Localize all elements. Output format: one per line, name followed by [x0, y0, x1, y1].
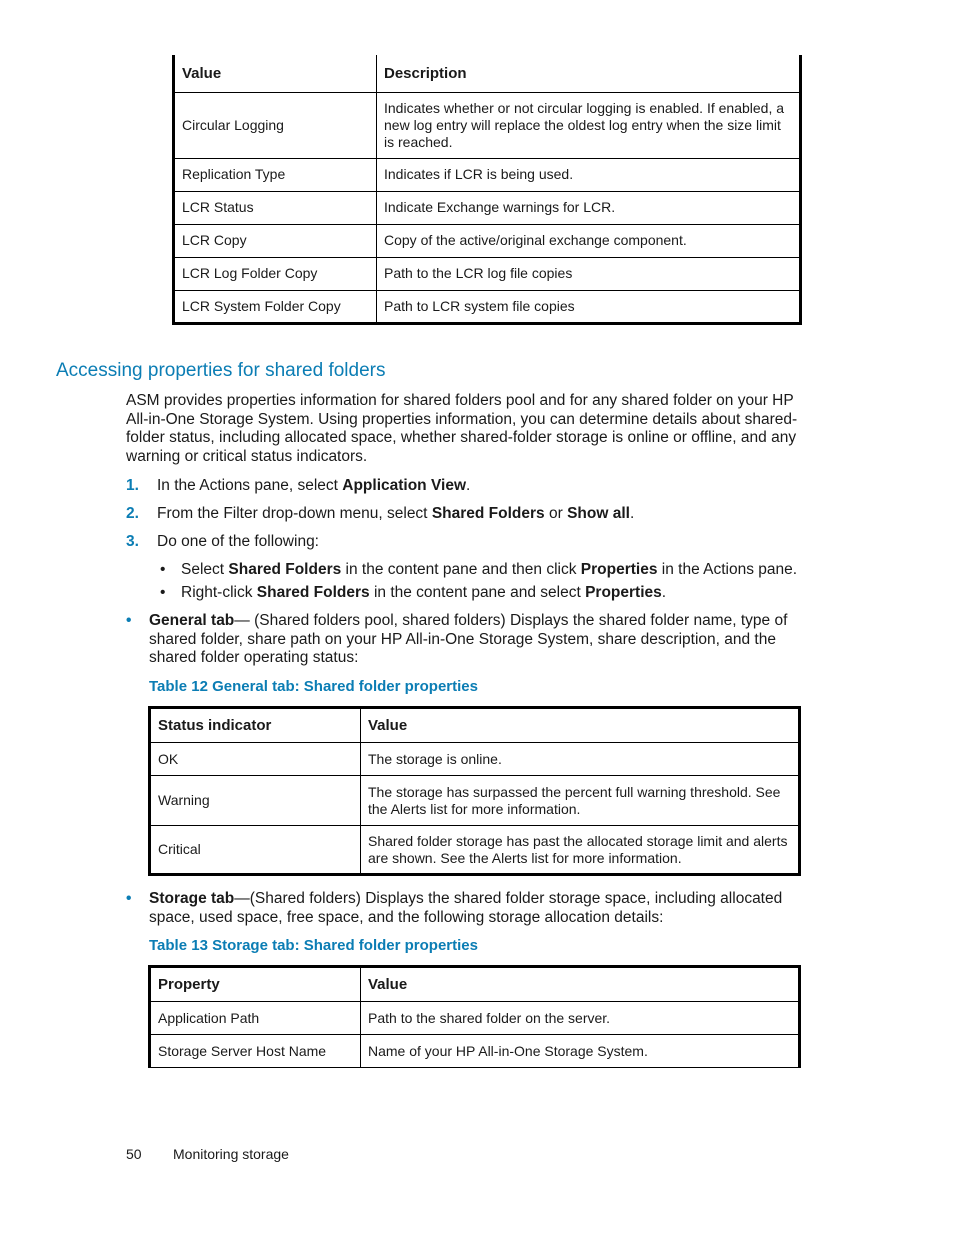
cell-value: The storage is online.	[361, 743, 800, 776]
cell-description: Path to the LCR log file copies	[377, 257, 801, 290]
cell-property: Application Path	[150, 1002, 361, 1035]
header-value: Value	[174, 55, 377, 92]
cell-value: Shared folder storage has past the allocated storage limit and alerts are shown. See the Alerts list for more information.	[361, 826, 800, 875]
step-number: 2.	[126, 505, 139, 522]
general-tab-label: General tab	[149, 612, 235, 629]
cell-value: LCR Copy	[174, 224, 377, 257]
intro-paragraph: ASM provides properties information for shared folders pool and for any shared folder on your HP All-in-One Storage System. Using properties information, you can determine details about shared-folder status, including allocated space, whether shared-folder storage is online or offline, and any warning or critical status indicators.	[126, 392, 798, 465]
header-value: Value	[361, 708, 800, 743]
bullet-dot-icon: •	[160, 584, 166, 601]
cell-value: Replication Type	[174, 158, 377, 191]
table-row	[174, 92, 801, 158]
cell-status: Warning	[150, 776, 361, 826]
bullet-dot-icon: •	[160, 561, 166, 578]
bullet-dot-icon: •	[126, 890, 132, 907]
header-status-indicator: Status indicator	[150, 708, 361, 743]
cell-value: Name of your HP All-in-One Storage System.	[361, 1035, 800, 1068]
table-header-row	[150, 967, 800, 1002]
cell-property: Storage Server Host Name	[150, 1035, 361, 1068]
ui-label: Shared Folders	[431, 505, 545, 522]
storage-tab-paragraph: Storage tab—(Shared folders) Displays the shared folder storage space, including allocated space, used space, free space, and the following storage allocation details:	[149, 890, 783, 926]
ui-label: Application View	[342, 477, 467, 494]
cell-status: OK	[150, 743, 361, 776]
table-13-caption: Table 13 Storage tab: Shared folder properties	[149, 937, 478, 954]
general-tab-table	[148, 706, 801, 876]
table-header-row	[150, 708, 800, 743]
table-row	[174, 158, 801, 191]
table-row	[150, 1035, 800, 1068]
bullet-dot-icon: •	[126, 612, 132, 629]
step-2: 2. From the Filter drop-down menu, select Shared Folders or Show all.	[126, 505, 635, 522]
footer-section-name: Monitoring storage	[173, 1146, 289, 1162]
step-number: 1.	[126, 477, 139, 494]
cell-status: Critical	[150, 826, 361, 875]
general-tab-paragraph: General tab— (Shared folders pool, shared folders) Displays the shared folder name, type of shared folder, share path on your HP All-in-One Storage System, share description, and the shared folder operating status:	[149, 612, 788, 666]
cell-value: LCR Status	[174, 191, 377, 224]
table-12-caption: Table 12 General tab: Shared folder properties	[149, 678, 478, 695]
section-title: Accessing properties for shared folders	[56, 360, 386, 381]
cell-value: Path to the shared folder on the server.	[361, 1002, 800, 1035]
page-number: 50	[126, 1146, 142, 1162]
sub-bullet-2: • Right-click Shared Folders in the content pane and select Properties.	[160, 584, 667, 601]
cell-value: LCR System Folder Copy	[174, 290, 377, 323]
cell-value: LCR Log Folder Copy	[174, 257, 377, 290]
step-1: 1. In the Actions pane, select Application View.	[126, 477, 471, 494]
cell-value: Circular Logging	[174, 92, 377, 158]
cell-description: Indicates if LCR is being used.	[377, 158, 801, 191]
table-row	[150, 826, 800, 875]
cell-description: Indicate Exchange warnings for LCR.	[377, 191, 801, 224]
step-3: 3. Do one of the following:	[126, 533, 319, 550]
table-header-row	[174, 55, 801, 92]
table-row	[150, 743, 800, 776]
storage-tab-label: Storage tab	[149, 890, 235, 907]
table-row	[174, 257, 801, 290]
table-row	[150, 1002, 800, 1035]
sub-bullet-1: • Select Shared Folders in the content pane and then click Properties in the Actions pane.	[160, 561, 798, 578]
cell-value: The storage has surpassed the percent full warning threshold. See the Alerts list for more information.	[361, 776, 800, 826]
table-row	[150, 776, 800, 826]
header-value: Value	[361, 967, 800, 1002]
cell-description: Path to LCR system file copies	[377, 290, 801, 323]
cell-description: Indicates whether or not circular logging is enabled. If enabled, a new log entry will replace the oldest log entry when the size limit is reached.	[377, 92, 801, 158]
cell-description: Copy of the active/original exchange component.	[377, 224, 801, 257]
table-row	[174, 290, 801, 323]
storage-tab-table	[148, 965, 801, 1068]
step-number: 3.	[126, 533, 139, 550]
properties-table-top	[172, 55, 802, 325]
ui-label: Show all	[567, 505, 630, 522]
table-row	[174, 191, 801, 224]
header-description: Description	[377, 55, 801, 92]
table-row	[174, 224, 801, 257]
header-property: Property	[150, 967, 361, 1002]
